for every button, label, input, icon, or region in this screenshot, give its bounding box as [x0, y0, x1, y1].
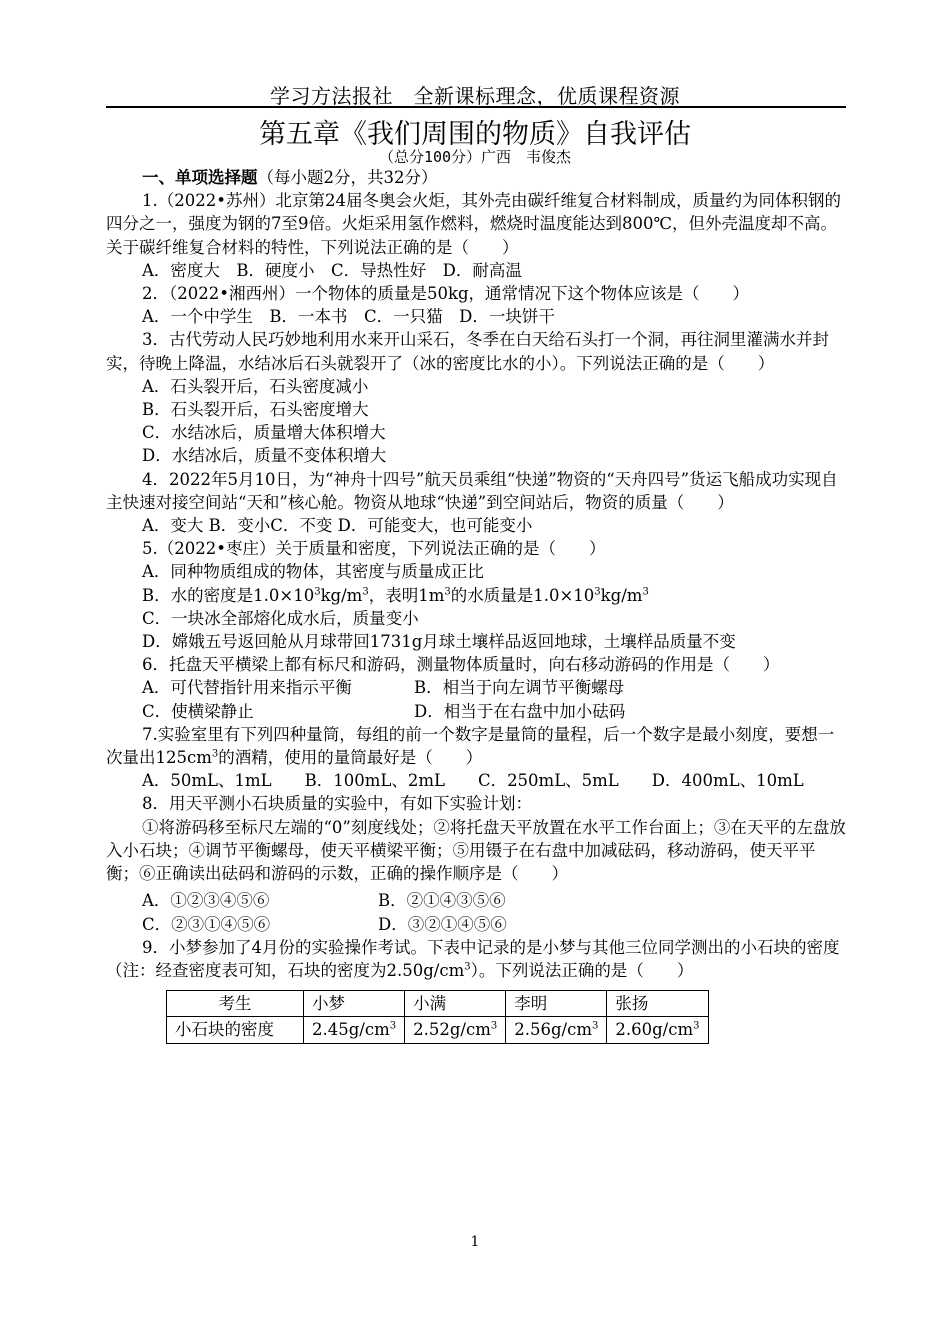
- cell-unit-sup: 3: [693, 1020, 700, 1032]
- q9-text-2: ）。下列说法正确的是（ ）: [470, 960, 694, 980]
- question-7: [106, 723, 846, 769]
- density-table: [166, 990, 709, 1043]
- question-5: 5.（2022•枣庄）关于质量和密度，下列说法正确的是（ ）: [142, 539, 606, 559]
- q5b-sup-3: 3: [444, 586, 451, 598]
- question-6-options-row-2: [106, 700, 846, 723]
- question-3: 3．古代劳动人民巧妙地利用水来开山采石，冬季在白天给石头打一个洞，再往洞里灌满水并封实，待晚上降温，水结冰后石头就裂开了（冰的密度比水的小）。下列说法正确的是（ ）: [106, 330, 829, 373]
- cell-value: 2.60g/cm: [615, 1020, 694, 1040]
- q5b-text-4: 的水质量是1.0×10: [450, 585, 595, 605]
- question-8: 8．用天平测小石块质量的实验中，有如下实验计划：: [142, 794, 532, 814]
- table-header-cell: 张扬: [607, 991, 708, 1017]
- question-6: 6．托盘天平横梁上都有标尺和游码，测量物体质量时，向右移动游码的作用是（ ）: [142, 655, 780, 675]
- q7-text-1: 7.实验室里有下列四种量筒，每组的前一个数字是量筒的量程，后一个数字是最小刻度，要想一次量出125cm: [106, 724, 835, 768]
- question-6-option-b: B．相当于向左调节平衡螺母: [414, 678, 625, 698]
- table-cell: [405, 1017, 506, 1043]
- question-5-option-a: A．同种物质组成的物体，其密度与质量成正比: [142, 562, 484, 582]
- question-8-options-row-1: [106, 889, 846, 912]
- q5b-sup-2: 3: [362, 586, 369, 598]
- q5b-sup-4: 3: [594, 586, 601, 598]
- question-3-option-b: B．石头裂开后，石头密度增大: [142, 400, 369, 420]
- section-title: 一、单项选择题: [142, 168, 258, 187]
- page-title: 第五章《我们周围的物质》自我评估: [259, 119, 691, 150]
- q5b-sup-5: 3: [642, 586, 649, 598]
- page-header: 学习方法报社 全新课标理念，优质课程资源: [270, 84, 680, 108]
- question-8-option-b: B．②①④③⑤⑥: [378, 891, 506, 911]
- question-6-options-row-1: [106, 676, 846, 699]
- question-8-steps: ①将游码移至标尺左端的“0”刻度线处；②将托盘天平放置在水平工作台面上；③在天平的左盘放入小石块；④调节平衡螺母，使天平横梁平衡；⑤用镊子在右盘中加减砝码，移动游码，使天平平衡；⑥正确读出砝码和游码的示数，正确的操作顺序是（ ）: [106, 817, 846, 884]
- q7-text-2: 的酒精，使用的量筒最好是（ ）: [218, 748, 483, 768]
- table-cell: [506, 1017, 607, 1043]
- table-cell: [304, 1017, 405, 1043]
- cell-value: 2.52g/cm: [413, 1020, 491, 1040]
- table-cell: [607, 1017, 708, 1043]
- q9-sup: 3: [464, 961, 471, 973]
- section-heading: [106, 166, 846, 189]
- question-2-options: A．一个中学生 B．一本书 C．一只猫 D．一块饼干: [142, 307, 555, 327]
- question-7-options: A．50mL、1mL B．100mL、2mL C．250mL、5mL D．400mL、10mL: [142, 771, 804, 791]
- q7-sup: 3: [211, 748, 219, 760]
- question-8-option-a: A．①②③④⑤⑥: [142, 891, 270, 911]
- table-header-cell: 考生: [167, 991, 304, 1017]
- question-3-option-a: A．石头裂开后，石头密度减小: [142, 376, 369, 396]
- question-4: 4．2022年5月10日，为“神舟十四号”航天员乘组“快递”物资的“天舟四号”货运飞船成功实现自主快速对接空间站“天和”核心舱。物资从地球“快递”到空间站后，物资的质量（ ）: [106, 469, 838, 512]
- table-header-row: [167, 991, 709, 1017]
- question-3-option-c: C．水结冰后，质量增大体积增大: [142, 423, 386, 443]
- question-8-options-row-2: [106, 913, 846, 936]
- table-row-label: 小石块的密度: [167, 1017, 304, 1043]
- q5b-text-1: B．水的密度是1.0×10: [142, 585, 315, 605]
- page-number: 1: [470, 1234, 480, 1250]
- cell-unit-sup: 3: [389, 1020, 397, 1032]
- cell-value: 2.45g/cm: [312, 1020, 390, 1040]
- question-6-option-a: A．可代替指针用来指示平衡: [142, 678, 352, 698]
- question-5-option-d: D．嫦娥五号返回舱从月球带回1731g月球土壤样品返回地球，土壤样品质量不变: [142, 632, 736, 652]
- header-rule: [106, 106, 846, 108]
- q5b-text-2: kg/m: [320, 585, 363, 605]
- section-note: （每小题2分，共32分）: [257, 168, 438, 187]
- question-8-option-d: D．③②①④⑤⑥: [378, 914, 507, 934]
- question-8-option-c: C．②③①④⑤⑥: [142, 914, 271, 934]
- cell-unit-sup: 3: [490, 1020, 498, 1032]
- q9-text-1: 9．小梦参加了4月份的实验操作考试。下表中记录的是小梦与其他三位同学测出的小石块的密度（注：经查密度表可知，石块的密度为2.50g/cm: [106, 937, 840, 980]
- question-1: 1.（2022•苏州）北京第24届冬奥会火炬，其外壳由碳纤维复合材料制成，质量约为同体积钢的四分之一，强度为钢的7至9倍。火炬采用氢作燃料，燃烧时温度能达到800℃，但外壳温度却不高。关于碳纤维复合材料的特性，下列说法正确的是（ ）: [106, 191, 841, 257]
- question-5-option-b: [106, 584, 846, 607]
- question-1-options: A．密度大 B．硬度小 C．导热性好 D．耐高温: [142, 260, 522, 280]
- q5b-sup-1: 3: [314, 586, 321, 598]
- question-6-option-c: C．使横梁静止: [142, 701, 254, 721]
- question-9: [106, 936, 846, 982]
- q5b-text-5: kg/m: [600, 585, 643, 605]
- table-row: [167, 1017, 709, 1043]
- cell-unit-sup: 3: [592, 1020, 599, 1032]
- page-subtitle: （总分100分）广西 韦俊杰: [378, 148, 572, 166]
- question-2: 2．（2022•湘西州）一个物体的质量是50kg，通常情况下这个物体应该是（ ）: [142, 284, 750, 304]
- exam-content: [106, 166, 846, 1044]
- table-header-cell: 小梦: [304, 991, 405, 1017]
- cell-value: 2.56g/cm: [514, 1020, 592, 1040]
- q5b-text-3: ，表明1m: [368, 585, 445, 605]
- table-header-cell: 小满: [405, 991, 506, 1017]
- question-4-options: A．变大 B．变小C．不变 D．可能变大，也可能变小: [142, 516, 533, 536]
- question-5-option-c: C．一块冰全部熔化成水后，质量变小: [142, 608, 419, 628]
- table-header-cell: 李明: [506, 991, 607, 1017]
- question-6-option-d: D．相当于在右盘中加小砝码: [414, 701, 626, 721]
- question-3-option-d: D．水结冰后，质量不变体积增大: [142, 446, 387, 466]
